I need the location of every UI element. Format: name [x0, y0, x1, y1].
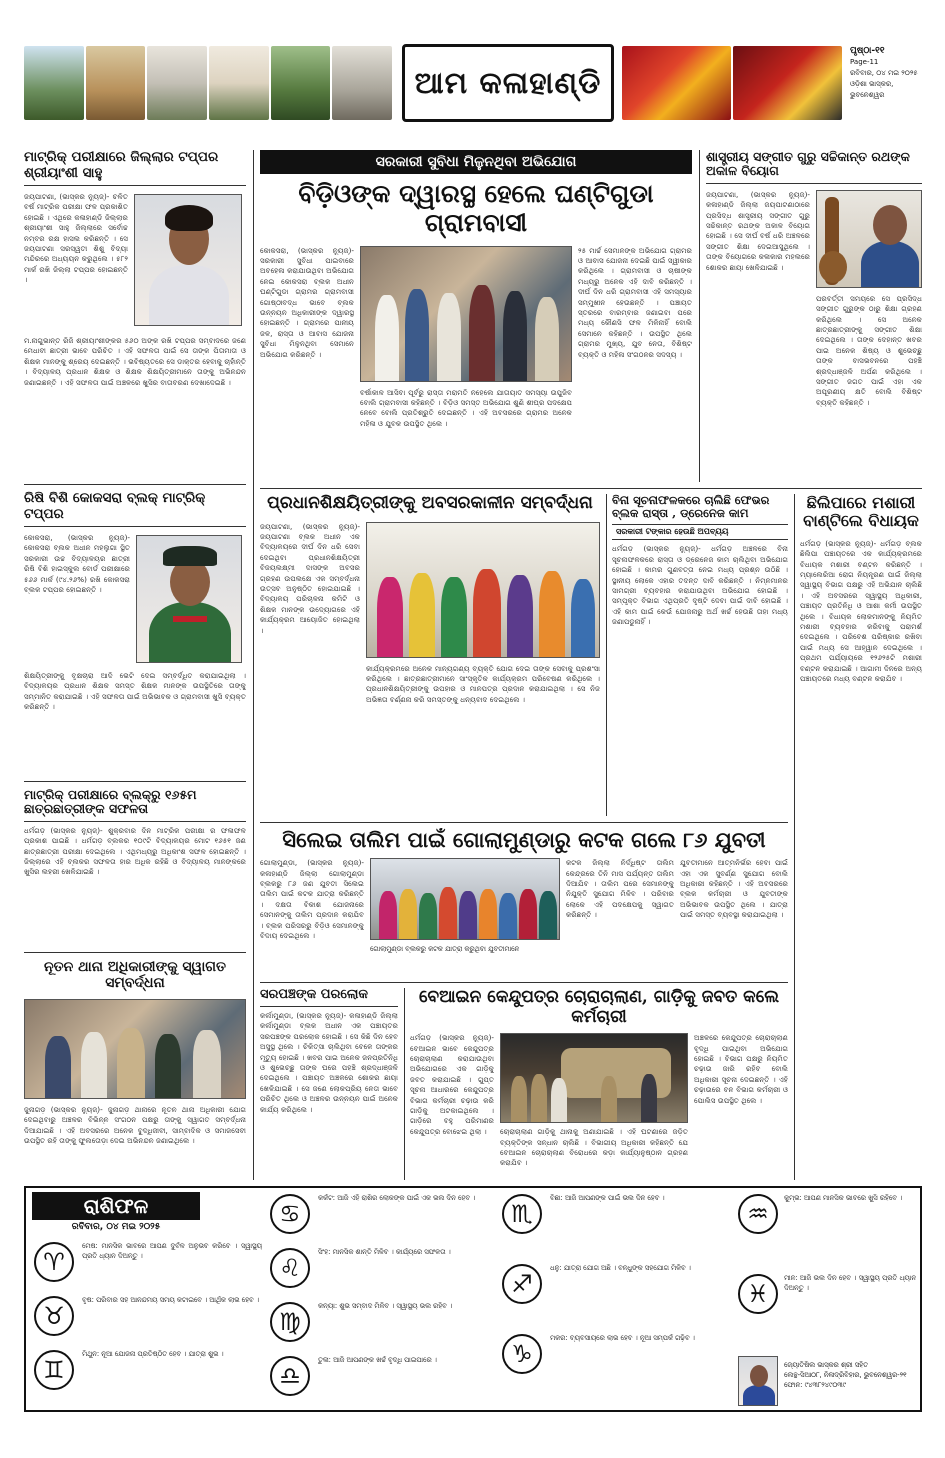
astrologer-details	[784, 1360, 918, 1390]
sign-scorpio-text: ବିଛା: ଆଜି ଆପଣଙ୍କ ପାଇଁ ଭଲ ଦିନ ହେବ ।	[550, 1194, 665, 1202]
astrologer-photo	[738, 1356, 778, 1406]
astrologer-name: ଜ୍ୟୋତିଷିଲ ଭାସ୍କର ଶ୍ରୀ ସହିତ	[784, 1361, 868, 1369]
headline-topper: ମାଟ୍ରିକ୍ ପରୀକ୍ଷାରେ ଜିଲ୍ଲାର ଟପ୍ପର ଶ୍ରୀୟାଂଶୀ ସାହୁ	[24, 150, 246, 186]
police-welcome-photo	[24, 999, 246, 1099]
gemini-icon: ♊	[34, 1350, 74, 1390]
horoscope-title: ରାଶିଫଳ	[32, 1192, 200, 1220]
article-rishi-text-b: ଶିକ୍ଷୟିତ୍ରୀଙ୍କୁ ବୃକ୍ଷଚାରା ଆଦି ଭେଟି ଦେଇ ସମ୍ବର୍ଦ୍ଧିତ କରାଯାଇଥିଲା । ବିଦ୍ୟାଳୟର ପ୍ରଧାନ ଶିକ୍ଷକ ସମସ୍ତ ଶିକ୍ଷକ ମାନଙ୍କ ଉପସ୍ଥିତିରେ ତାଙ୍କୁ ସମ୍ମାନିତ କରାଯାଇଛି । ଏହି ସଫଳତା ପାଇଁ ଅଭିଭାବକ ଓ ଗ୍ରାମବାସୀ ଖୁସି ବ୍ୟକ୍ତ କରିଛନ୍ତି ।	[24, 671, 246, 712]
page-number-en: Page-11	[850, 58, 879, 66]
sign-taurus-text: ବୃଷ: ପରିବାର ସହ ଆନନ୍ଦମୟ ସମୟ କଟାଇବେ । ଆର୍ଥିକ ଲାଭ ହେବ ।	[82, 1296, 259, 1304]
headline-hm: ପ୍ରଧାନଶିକ୍ଷୟିତ୍ରୀଙ୍କୁ ଅବସରକାଳୀନ ସମ୍ବର୍ଦ୍ଧନା	[267, 494, 593, 513]
headline-police-welcome: ନୂତନ ଥାନା ଅଧିକାରୀଙ୍କୁ ସ୍ୱାଗତ ସମ୍ବର୍ଦ୍ଧନା	[24, 952, 246, 991]
headline-training: ସିଲେଇ ତାଲିମ ପାଇଁ ଗୋଲାମୁଣ୍ଡାରୁ କଟକ ଗଲେ ୮୬ ଯୁବତୀ	[282, 828, 766, 852]
music-story	[706, 150, 922, 482]
hm-felicitation-photo	[366, 522, 600, 658]
hm-story	[260, 494, 600, 816]
hm-text-a: ଜୟପାଟଣା, (ଭାସ୍କର ନ୍ୟୁଜ୍)- ଜୟପାଟଣା ବ୍ଲକ ଅଧୀନ ଏକ ବିଦ୍ୟାଳୟରେ ଦୀର୍ଘ ଦିନ ଧରି ସେବା ଦେଇଥିବା ପ୍ରଧାନଶିକ୍ଷୟିତ୍ରୀ ବିଜୟଲକ୍ଷ୍ମୀ ଦାସଙ୍କ ଅବସର ଗ୍ରହଣ ଉପଲକ୍ଷେ ଏକ ସମ୍ବର୍ଦ୍ଧନା ଉତ୍ସବ ଅନୁଷ୍ଠିତ ହୋଇଯାଇଛି । ବିଦ୍ୟାଳୟ ପରିଚାଳନା କମିଟି ଓ ଶିକ୍ଷକ ମାନଙ୍କ ଉଦ୍ୟୋଗରେ ଏହି କାର୍ଯ୍ୟକ୍ରମ ଆୟୋଜିତ ହୋଇଥିଲା ।	[260, 521, 360, 635]
page-number: ପୃଷ୍ଠା-୧୧	[850, 46, 885, 56]
training-group-photo	[370, 858, 560, 940]
aries-icon: ♈	[34, 1242, 74, 1282]
astrologer-address: ଲେନ୍ଥ-ସିଆ୦୮, ନିଳାଦ୍ରିବିହାର, ଭୁବନେଶ୍ୱର-୨୧	[784, 1371, 907, 1379]
sarpanch-story	[260, 988, 398, 1180]
headline-music: ଶାସ୍ତ୍ରୀୟ ସଙ୍ଗୀତ ଗୁରୁ ସଚ୍ଚିକାନ୍ତ ରଥଙ୍କ ଅକାଳ ବିୟୋଗ	[706, 150, 922, 184]
training-text-a: ଗୋଲାମୁଣ୍ଡା, (ଭାସ୍କର ନ୍ୟୁଜ୍)- କଳାହାଣ୍ଡି ଜିଲ୍ଲା ଗୋଲାମୁଣ୍ଡା ବ୍ଲକରୁ ୮୬ ଜଣ ଯୁବତୀ ସିଲେଇ ତାଲିମ ପାଇଁ କଟକ ଯାତ୍ରା କରିଛନ୍ତି । ଦକ୍ଷତା ବିକାଶ ଯୋଜନାରେ ସେମାନଙ୍କୁ ତାଲିମ ପ୍ରଦାନ କରାଯିବ । ବ୍ଲକ ପରିସରରୁ ବିଡ଼ିଓ ସେମାନଙ୍କୁ ବିଦାୟ ଦେଇଥିଲେ ।	[260, 858, 364, 940]
kendu-seizure-photo	[500, 1033, 688, 1123]
left-column	[24, 150, 246, 1180]
article-topper-text-a: ଜୟପାଟଣା, (ଭାସ୍କର ନ୍ୟୁଜ୍)- ଚଳିତ ବର୍ଷ ମାଟ୍ରିକ ପରୀକ୍ଷା ଫଳ ପ୍ରକାଶିତ ହୋଇଛି । ଏଥିରେ କଳାହାଣ୍ଡି ଜିଲ୍ଲାର ଶ୍ରୀୟାଂଶୀ ସାହୁ ଜିଲ୍ଲାରେ ସର୍ବୋଚ୍ଚ ନମ୍ବର ରକ୍ଷ ହାସଲ କରିଛନ୍ତି । ସେ ଜୟପାଟଣା ସରସ୍ୱତୀ ଶିଶୁ ବିଦ୍ୟା ମନ୍ଦିରରେ ଅଧ୍ୟୟନ କରୁଥିଲେ । ୫୮୨ ମାର୍କ ରଖି ଜିଲ୍ଲା ଟପ୍ପର ହୋଇଛନ୍ତି ।	[24, 192, 128, 285]
sign-capricorn-text: ମକର: ବ୍ୟବସାୟରେ ଲାଭ ହେବ । ନୂଆ ସମ୍ପର୍କ ଗଢ଼ିବ ।	[550, 1334, 695, 1342]
pisces-icon: ♓	[738, 1274, 778, 1314]
kendu-text-a: ଧର୍ମଗଡ଼ (ଭାସ୍କର ନ୍ୟୁଜ୍)- ବେଆଇନ ଭାବେ କେନ୍ଦୁପତ୍ର ଚୋରାଚାଲାଣ କରାଯାଉଥିବା ଅଭିଯୋଗରେ ଏକ ଗାଡ଼ିକୁ ଜବତ କରାଯାଇଛି । ଗୁପ୍ତ ସୂଚନା ଆଧାରରେ କେନ୍ଦୁପତ୍ର ବିଭାଗ କର୍ମଚାରୀ ଚଢ଼ାଉ କରି ଗାଡ଼ିକୁ ଅଟକାଇଥିଲେ । ଗାଡ଼ିରେ ବହୁ ପରିମାଣର କେନ୍ଦୁପତ୍ର ବୋଝେଇ ଥିଲା ।	[410, 1033, 494, 1136]
article-rishi-text-a: କୋକସରା, (ଭାସ୍କର ନ୍ୟୁଜ୍)- କୋକସରା ବ୍ଲକ ଅଧୀନ ମହଲୁଗା ସ୍ଥିତ ସରକାରୀ ଉଚ୍ଚ ବିଦ୍ୟାଳୟର ଛାତ୍ରୀ ରିଷି ବିଶି ହାଇସ୍କୁଲ ବୋର୍ଡ ପରୀକ୍ଷାରେ ୫୬୬ ମାର୍କ (୯୪.୨୬%) ରଖି କୋକସରା ବ୍ଲକ ଟପ୍ପର ହୋଇଛନ୍ତି ।	[24, 533, 130, 595]
headline-rishi: ରିଷି ବିଶି କୋକସରା ବ୍ଲକ୍ ମାଟ୍ରିକ୍ ଟପ୍ପର	[24, 484, 246, 527]
horoscope-box	[24, 1186, 922, 1412]
lead-office-photo	[360, 246, 572, 382]
lead-headline: ବିଡ଼ିଓଙ୍କ ଦ୍ୱାରସ୍ଥ ହେଲେ ଘଣ୍ଟିଗୁଡା ଗ୍ରାମବାସୀ	[298, 179, 654, 237]
sign-leo-text: ସିଂହ: ମାନସିକ ଶାନ୍ତି ମିଳିବ । କାର୍ଯ୍ୟରେ ସଫଳତା ।	[318, 1248, 451, 1256]
road-text: ଧର୍ମଗଡ଼ (ଭାସ୍କର ନ୍ୟୁଜ୍)- ଧର୍ମଗଡ଼ ଅଞ୍ଚଳରେ ବିନା ସୂଚନାଫଳକରେ ରାସ୍ତା ଓ ଡ୍ରେନେଜ କାମ ଚାଲିଥିବା ଅଭିଯୋଗ ହୋଇଛି । କାମର ଗୁଣବତ୍ତା ନେଇ ମଧ୍ୟ ପ୍ରଶ୍ନ ଉଠିଛି । ସ୍ଥାନୀୟ ଲୋକେ ଏହାର ତଦନ୍ତ ଦାବି କରିଛନ୍ତି । ନିମ୍ନମାନର ସାମଗ୍ରୀ ବ୍ୟବହାର କରାଯାଉଥିବା ଅଭିଯୋଗ ହୋଇଛି । ସମ୍ପୃକ୍ତ ବିଭାଗ ଏଥିପ୍ରତି ଦୃଷ୍ଟି ଦେବା ପାଇଁ ଦାବି ହୋଇଛି । ଏହି କାମ ପାଇଁ କେଉଁ ଯୋଜନାରୁ ଅର୍ଥ ଖର୍ଚ୍ଚ ହେଉଛି ତାହା ମଧ୍ୟ ଜଣାପଡୁନାହିଁ ।	[612, 544, 788, 627]
headline-block-results: ମାଟ୍ରିକ୍ ପରୀକ୍ଷାରେ ବ୍ଲକ୍ରୁ ୧୬୫ମ ଛାତ୍ରଛାତ୍ରୀଙ୍କ ସଫଳତା	[24, 781, 246, 822]
horoscope-date: ରବିବାର, ୦୪ ମଇ ୨୦୨୫	[71, 1222, 161, 1232]
training-caption: ଗୋଲାମୁଣ୍ଡା ବ୍ଲକରୁ କଟକ ଯାତ୍ରା କରୁଥିବା ଯୁବତୀମାନେ	[370, 945, 520, 954]
article-block-results-text: ଧର୍ମଗଡ଼ (ଭାସ୍କର ନ୍ୟୁଜ୍)- ଶୁକ୍ରବାର ଦିନ ମାଟ୍ରିକ ପରୀକ୍ଷା ର ଫଳାଫଳ ପ୍ରକାଶ ପାଇଛି । ଧର୍ମଗଡ଼ ବ୍ଲକର ୧୦୯ଟି ବିଦ୍ୟାଳୟର ମୋଟ ୧୬୫୧ ଜଣ ଛାତ୍ରଛାତ୍ରୀ ପରୀକ୍ଷା ଦେଇଥିଲେ । ଏଥିମଧ୍ୟରୁ ଅଧିକାଂଶ ସଫଳ ହୋଇଛନ୍ତି । ଜିଲ୍ଲାରେ ଏହି ବ୍ଲକର ସଫଳତା ହାର ଅଧିକ ରହିଛି ଓ ବିଦ୍ୟାଳୟ ମାନଙ୍କରେ ଖୁସିର ଲହରୀ ଖେଳିଯାଇଛି ।	[24, 825, 246, 877]
sign-cancer-text: କର୍କଟ: ଆଜି ଏହି ରାଶିର ଲୋକଙ୍କ ପାଇଁ ଏକ ଭଲ ଦିନ ହେବ ।	[318, 1194, 476, 1202]
masthead	[24, 42, 922, 124]
training-text-b: କଟକ ଜିଲ୍ଲା ନିର୍ଦ୍ଧିଷ୍ଟ ତାଲିମ କେନ୍ଦ୍ରରେ ତିନି ମାସ ପର୍ଯ୍ୟନ୍ତ ତାଲିମ ଦିଆଯିବ । ତାଲିମ ପରେ ସେମାନଙ୍କୁ ନିଯୁକ୍ତି ସୁଯୋଗ ମିଳିବ । ପରିବାର ଲୋକେ ଏହି ପଦକ୍ଷେପକୁ ସ୍ୱାଗତ କରିଛନ୍ତି ।	[566, 858, 674, 920]
music-text-b: ପରବର୍ତ୍ତୀ ସମୟରେ ସେ ପ୍ରସିଦ୍ଧ ସଙ୍ଗୀତ ଗୁରୁଙ୍କ ଠାରୁ ଶିକ୍ଷା ଗ୍ରହଣ କରିଥିଲେ । ସେ ଅନେକ ଛାତ୍ରଛାତ୍ରୀଙ୍କୁ ସଙ୍ଗୀତ ଶିକ୍ଷା ଦେଇଥିଲେ । ତାଙ୍କ ଦେହାନ୍ତ ଖବର ପାଇ ଅନେକ ଶିଷ୍ୟ ଓ ଶୁଭେଚ୍ଛୁ ତାଙ୍କ ବାସଭବନରେ ପହଞ୍ଚି ଶ୍ରଦ୍ଧାଞ୍ଜଳି ଅର୍ପଣ କରିଥିଲେ । ସଙ୍ଗୀତ ଜଗତ ପାଇଁ ଏହା ଏକ ଅପୂରଣୀୟ କ୍ଷତି ବୋଲି ବିଶିଷ୍ଟ ବ୍ୟକ୍ତି କହିଛନ୍ତି ।	[816, 293, 922, 407]
kendu-story	[410, 988, 788, 1180]
headline-sarpanch: ସରପଞ୍ଚଙ୍କ ପରଲୋକ	[260, 988, 398, 1007]
lead-text-c: ୨୫ ମାର୍ଚ୍ଚ ସେମାନଙ୍କ ଅଭିଯୋଗ ଗ୍ରାମର ଓ ଆବାସ ଯୋଜନା ଦେଇଛି ପାଇଁ ସ୍ୱୀକାର କରିଥିଲେ । ଗ୍ରାମବାସୀ ଓ ଚାଷୀଙ୍କ ମଧ୍ୟରୁ ଅନେକ ଏହି ଦାବି କରିଛନ୍ତି । ଦୀର୍ଘ ଦିନ ଧରି ଗ୍ରାମବାସୀ ଏହି ସମସ୍ୟାର ସମ୍ମୁଖୀନ ହେଉଛନ୍ତି । ପଞ୍ଚାୟତ ସ୍ତରରେ ବାରମ୍ବାର ଜଣାଇବା ପରେ ମଧ୍ୟ କୌଣସି ଫଳ ମିଳିନାହିଁ ବୋଲି ସେମାନେ କହିଛନ୍ତି । ଉପସ୍ଥିତ ଥିଲେ ଗ୍ରାମର ମୁଖ୍ୟ, ଯୁବ ନେତା, ବିଶିଷ୍ଟ ବ୍ୟକ୍ତି ଓ ମହିଳା ସଂଗଠନର ସଦସ୍ୟ ।	[578, 245, 692, 359]
capricorn-icon: ♑	[502, 1334, 542, 1374]
headline-kendu: ବେଆଇନ କେନ୍ଦୁପତ୍ର ଚୋରାଚାଲାଣ, ଗାଡ଼ିକୁ ଜବତ କଲେ କର୍ମଚାରୀ	[418, 988, 780, 1027]
sign-libra-text: ତୁଳା: ଆଜି ଆପଣଙ୍କ ଖର୍ଚ୍ଚ ବୃଦ୍ଧି ପାଇପାରେ ।	[318, 1356, 437, 1364]
masthead-photo-collage	[24, 46, 392, 120]
masthead-meta	[850, 46, 922, 101]
topper-student-photo	[134, 194, 242, 326]
music-guru-photo	[816, 190, 922, 288]
lead-text-b: ବର୍ଷାକାଳ ଆସିବା ପୂର୍ବରୁ ରାସ୍ତା ମରାମତି ନହେଲେ ଯାତାୟାତ ସମସ୍ୟା ଉପୁଜିବ ବୋଲି ଗ୍ରାମବାସୀ କହିଛନ୍ତି । ବିଡ଼ିଓ ସମସ୍ତ ଅଭିଯୋଗ ଶୁଣି ଶୀଘ୍ର ପଦକ୍ଷେପ ନେବେ ବୋଲି ପ୍ରତିଶ୍ରୁତି ଦେଇଛନ୍ତି । ଏହି ଅବସରରେ ଗ୍ରାମର ଅନେକ ମହିଳା ଓ ଯୁବକ ଉପସ୍ଥିତ ଥିଲେ ।	[360, 387, 572, 428]
issue-date: ରବିବାର, ୦୪ ମଇ ୨୦୨୫	[850, 69, 918, 77]
kendu-text-c: ଅଞ୍ଚଳରେ କେନ୍ଦୁପତ୍ର ଚୋରାଚାଲାଣ ବୃଦ୍ଧି ପାଇଥିବା ଅଭିଯୋଗ ହୋଇଛି । ବିଭାଗ ପକ୍ଷରୁ ନିୟମିତ ଚଢ଼ାଉ ଜାରି ରହିବ ବୋଲି ଅଧିକାରୀ ସୂଚନା ଦେଇଛନ୍ତି । ଏହି ଚଢ଼ାଉରେ ବନ ବିଭାଗ କର୍ମଚାରୀ ଓ ପୋଲିସ ଉପସ୍ଥିତ ଥିଲେ ।	[694, 1033, 788, 1105]
mla-story	[800, 494, 922, 1180]
masthead-festival-photo	[622, 46, 842, 120]
virgo-icon: ♍	[270, 1302, 310, 1342]
hm-text-b: କାର୍ଯ୍ୟକ୍ରମରେ ଅନେକ ମାନ୍ୟଗଣ୍ୟ ବ୍ୟକ୍ତି ଯୋଗ ଦେଇ ତାଙ୍କ ସେବାକୁ ପ୍ରଶଂସା କରିଥିଲେ । ଛାତ୍ରଛାତ୍ରୀମାନେ ସାଂସ୍କୃତିକ କାର୍ଯ୍ୟକ୍ରମ ପରିବେଷଣ କରିଥିଲେ । ପ୍ରଧାନଶିକ୍ଷୟିତ୍ରୀଙ୍କୁ ଉପହାର ଓ ମାନପତ୍ର ପ୍ରଦାନ କରାଯାଇଥିଲା । ସେ ନିଜ ଅଭିଜ୍ଞତା ବର୍ଣ୍ଣନା କରି ସମସ୍ତଙ୍କୁ ଧନ୍ୟବାଦ ଦେଇଥିଲେ ।	[366, 663, 600, 704]
newspaper-page	[24, 42, 922, 1418]
road-story	[612, 494, 788, 816]
training-story	[260, 828, 788, 976]
sign-pisces-text: ମୀନ: ଆଜି ଭଲ ଦିନ ହେବ । ସ୍ୱାସ୍ଥ୍ୟ ପ୍ରତି ଧ୍ୟାନ ଦିଅନ୍ତୁ ।	[784, 1274, 916, 1292]
astrologer-credit	[738, 1356, 918, 1408]
headline-mla: ଛିଲିପାରେ ମଶାରୀ ବାଣ୍ଟିଲେ ବିଧାୟକ	[803, 494, 919, 531]
article-topper-text-b: ମ.ନାଗୁଭାନ୍ତ ରିଜି ଶ୍ରୀୟାଂଶୀଙ୍କର ୫୬୦ ଅଙ୍କ ରଖି ଟପ୍ପର ସମ୍ବାଦରେ ଜଣେ ମେଧାବୀ ଛାତ୍ରୀ ଭାବେ ପରିଚିତ । ଏହି ସଫଳତା ପାଇଁ ସେ ତାଙ୍କ ପିତାମାତା ଓ ଶିକ୍ଷକ ମାନଙ୍କୁ ଶ୍ରେୟ ଦେଇଛନ୍ତି । ଭବିଷ୍ୟତରେ ସେ ଡାକ୍ତର ହେବାକୁ ଚାହାଁନ୍ତି । ବିଦ୍ୟାଳୟ ପ୍ରଧାନ ଶିକ୍ଷକ ଓ ଶିକ୍ଷକ ଶିକ୍ଷୟିତ୍ରୀମାନେ ତାଙ୍କୁ ଅଭିନନ୍ଦନ ଜଣାଇଛନ୍ତି । ଏହି ସଫଳତା ପାଇଁ ଅଞ୍ଚଳରେ ଖୁସିର ବାତାବରଣ ଦେଖାଦେଇଛି ।	[24, 336, 246, 387]
cancer-icon: ♋	[270, 1194, 310, 1234]
leo-icon: ♌	[270, 1248, 310, 1288]
sarpanch-text: କର୍ଲାମୁଣ୍ଡା, (ଭାସ୍କର ନ୍ୟୁଜ୍)- କଳାହାଣ୍ଡି ଜିଲ୍ଲା କର୍ଲାମୁଣ୍ଡା ବ୍ଲକ ଅଧୀନ ଏକ ପଞ୍ଚାୟତର ସରପଞ୍ଚଙ୍କ ପରଲୋକ ହୋଇଛି । ସେ କିଛି ଦିନ ହେବ ଅସୁସ୍ଥ ଥିଲେ । ଚିକିତ୍ସା ଚାଲିଥିବା ବେଳେ ତାଙ୍କର ମୃତ୍ୟୁ ହୋଇଛି । ଖବର ପାଇ ଅନେକ ଜନପ୍ରତିନିଧି ଓ ଶୁଭେଚ୍ଛୁ ତାଙ୍କ ଘରେ ପହଞ୍ଚି ଶ୍ରଦ୍ଧାଞ୍ଜଳି ଦେଇଥିଲେ । ପଞ୍ଚାୟତ ଅଞ୍ଚଳରେ ଶୋକର ଛାୟା ଖେଳିଯାଇଛି । ସେ ଜଣେ ଲୋକପ୍ରିୟ ନେତା ଭାବେ ପରିଚିତ ଥିଲେ ଓ ଅଞ୍ଚଳର ଉନ୍ନୟନ ପାଇଁ ଅନେକ କାର୍ଯ୍ୟ କରିଥିଲେ ।	[260, 1010, 398, 1114]
sign-sagittarius-text: ଧନୁ: ଯାତ୍ରା ଯୋଗ ଅଛି । ବନ୍ଧୁଙ୍କ ସହଯୋଗ ମିଳିବ ।	[550, 1264, 691, 1272]
astrologer-phone: ଫୋନ: ୯୪୩୮୨୪୯୦୩୯	[784, 1381, 846, 1389]
article-police-welcome-text: ଜୁନାଗଡ଼ (ଭାସ୍କର ନ୍ୟୁଜ୍)- ଜୁନାଗଡ଼ ଥାନାରେ ନୂତନ ଥାନା ଅଧିକାରୀ ଯୋଗ ଦେଇଥିବାରୁ ଅଞ୍ଚଳର ବିଭିନ୍ନ ସଂଗଠନ ପକ୍ଷରୁ ତାଙ୍କୁ ସ୍ୱାଗତ ସମ୍ବର୍ଦ୍ଧନା ଦିଆଯାଇଛି । ଏହି ଅବସରରେ ଅନେକ ବୁଦ୍ଧିଜୀବୀ, ସାମ୍ବାଦିକ ଓ ସମାଜସେବୀ ଉପସ୍ଥିତ ରହି ତାଙ୍କୁ ଫୁଲତୋଡ଼ା ଦେଇ ଅଭିନନ୍ଦନ ଜଣାଇଥିଲେ ।	[24, 1105, 246, 1146]
lead-band: ସରକାରୀ ସୁବିଧା ମିଳୁନଥିବା ଅଭିଯୋଗ	[260, 150, 692, 174]
music-text-a: ଜୟପାଟଣା, (ଭାସ୍କର ନ୍ୟୁଜ୍)- କଳାହାଣ୍ଡି ଜିଲ୍ଲା ଜୟପାଟଣାଠାରେ ପ୍ରସିଦ୍ଧ ଶାସ୍ତ୍ରୀୟ ସଙ୍ଗୀତ ଗୁରୁ ସଚ୍ଚିକାନ୍ତ ରଥଙ୍କ ଅକାଳ ବିୟୋଗ ହୋଇଛି । ସେ ଦୀର୍ଘ ବର୍ଷ ଧରି ଅଞ୍ଚଳରେ ସଙ୍ଗୀତ ଶିକ୍ଷା ଦେଇଆସୁଥିଲେ । ତାଙ୍କ ବିୟୋଗରେ କଳାକାର ମହଲରେ ଶୋକର ଛାୟା ଖେଳିଯାଇଛି ।	[706, 189, 810, 272]
edition-name: ଓଡ଼ିଶା ଭାସ୍କର, ଭୁବନେଶ୍ୱର	[850, 80, 894, 99]
headline-road: ବିନା ସୂଚନାଫଳକରେ ଚାଲିଛି ଫେଭର ବ୍ଲକ ରାସ୍ତା , ଡ୍ରେନେଜ କାମ	[612, 494, 770, 521]
lead-story	[260, 150, 692, 482]
rishi-student-photo	[136, 535, 242, 663]
sign-virgo-text: କନ୍ୟା: ଶୁଭ ସମ୍ବାଦ ମିଳିବ । ସ୍ୱାସ୍ଥ୍ୟ ଭଲ ରହିବ ।	[318, 1302, 453, 1310]
sign-aries-text: ମେଷ: ମାନସିକ ଭାବରେ ଆପଣ ଦୁର୍ବଳ ଅନୁଭବ କରିବେ । ସ୍ୱାସ୍ଥ୍ୟ ପ୍ରତି ଧ୍ୟାନ ଦିଅନ୍ତୁ ।	[82, 1242, 262, 1260]
sign-aquarius-text: କୁମ୍ଭ: ଆପଣ ମାନସିକ ଭାବରେ ଖୁସି ରହିବେ ।	[784, 1194, 903, 1202]
sign-gemini-text: ମିଥୁନ: ନୂଆ ଯୋଜନା ପ୍ରତିଷ୍ଠିତ ହେବ । ଯାତ୍ରା ଶୁଭ ।	[82, 1350, 224, 1358]
sagittarius-icon: ♐	[502, 1264, 542, 1304]
taurus-icon: ♉	[34, 1296, 74, 1336]
kendu-text-b: ଚୋରାଚାଲାଣ ଗାଡ଼ିକୁ ଥାନାକୁ ଅଣାଯାଇଛି । ଏହି ଘଟଣାରେ ଜଡ଼ିତ ବ୍ୟକ୍ତିଙ୍କ ସନ୍ଧାନ ଚାଲିଛି । ବିଭାଗୀୟ ଅଧିକାରୀ କହିଛନ୍ତି ଯେ ବେଆଇନ ଚୋରାଚାଲାଣ ବିରୋଧରେ କଡ଼ା କାର୍ଯ୍ୟାନୁଷ୍ଠାନ ଗ୍ରହଣ କରାଯିବ ।	[500, 1127, 688, 1168]
libra-icon: ♎	[270, 1356, 310, 1396]
mla-text: ଧର୍ମଗଡ଼ (ଭାସ୍କର ନ୍ୟୁଜ୍)- ଧର୍ମଗଡ଼ ବ୍ଲକ ଛିଲିପା ପଞ୍ଚାୟତରେ ଏକ କାର୍ଯ୍ୟକ୍ରମରେ ବିଧାୟକ ମଶାରୀ ବଣ୍ଟନ କରିଛନ୍ତି । ମ୍ୟାଲେରିଆ ରୋଗ ନିୟନ୍ତ୍ରଣ ପାଇଁ ଜିଲ୍ଲା ସ୍ୱାସ୍ଥ୍ୟ ବିଭାଗ ପକ୍ଷରୁ ଏହି ଅଭିଯାନ ଚାଲିଛି । ଏହି ଅବସରରେ ସ୍ୱାସ୍ଥ୍ୟ ଅଧିକାରୀ, ପଞ୍ଚାୟତ ପ୍ରତିନିଧି ଓ ଆଶା କର୍ମୀ ଉପସ୍ଥିତ ଥିଲେ । ବିଧାୟକ ଲୋକମାନଙ୍କୁ ନିୟମିତ ମଶାରୀ ବ୍ୟବହାର କରିବାକୁ ପରାମର୍ଶ ଦେଇଥିଲେ । ପରିବେଶ ପରିଷ୍କାର ରଖିବା ପାଇଁ ମଧ୍ୟ ସେ ଆହ୍ୱାନ ଦେଇଥିଲେ । ପ୍ରଥମ ପର୍ଯ୍ୟାୟରେ ୧୨୬୨୫ଟି ମଶାରୀ ବଣ୍ଟନ କରାଯାଇଛି । ଆଗାମୀ ଦିନରେ ଅନ୍ୟ ପଞ୍ଚାୟତରେ ମଧ୍ୟ ବଣ୍ଟନ କରାଯିବ ।	[800, 538, 922, 684]
road-subhead: ସରକାରୀ ଟଙ୍କାର ହେଉଛି ଅପବ୍ୟୟ	[612, 524, 788, 540]
training-text-c: ଯୁବତୀମାନେ ଆତ୍ମନିର୍ଭର ହେବା ପାଇଁ ଏହା ଏକ ସୁବର୍ଣ୍ଣ ସୁଯୋଗ ବୋଲି ଅଧିକାରୀ କହିଛନ୍ତି । ଏହି ଅବସରରେ ବ୍ଲକ କର୍ମଚାରୀ ଓ ଯୁବତୀଙ୍କ ଅଭିଭାବକ ଉପସ୍ଥିତ ଥିଲେ । ଯାତ୍ରା ପାଇଁ ସମସ୍ତ ବ୍ୟବସ୍ଥା କରାଯାଇଥିଲା ।	[680, 858, 788, 920]
scorpio-icon: ♏	[502, 1194, 542, 1234]
aquarius-icon: ♒	[738, 1194, 778, 1234]
lead-text-a: କୋକସରା, (ଭାସ୍କର ନ୍ୟୁଜ୍)- ସରକାରୀ ସୁବିଧା ପାଇବାରେ ଅବହେଳା କରାଯାଉଥିବା ଅଭିଯୋଗ ନେଇ କୋକସରା ବ୍ଲକ ଅଧୀନ ଘଣ୍ଟିଗୁଡା ଗ୍ରାମର ଗ୍ରାମବାସୀ ଗୋଷ୍ଠୀବଦ୍ଧ ଭାବେ ବ୍ଲକ ଉନ୍ନୟନ ଅଧିକାରୀଙ୍କ ଦ୍ୱାରସ୍ଥ ହୋଇଛନ୍ତି । ଗ୍ରାମରେ ପାନୀୟ ଜଳ, ରାସ୍ତା ଓ ଆବାସ ଯୋଜନା ସୁବିଧା ମିଳୁନଥିବା ସେମାନେ ଅଭିଯୋଗ କରିଛନ୍ତି ।	[260, 245, 354, 359]
newspaper-title: ଆମ କଳାହାଣ୍ଡି	[402, 44, 614, 122]
